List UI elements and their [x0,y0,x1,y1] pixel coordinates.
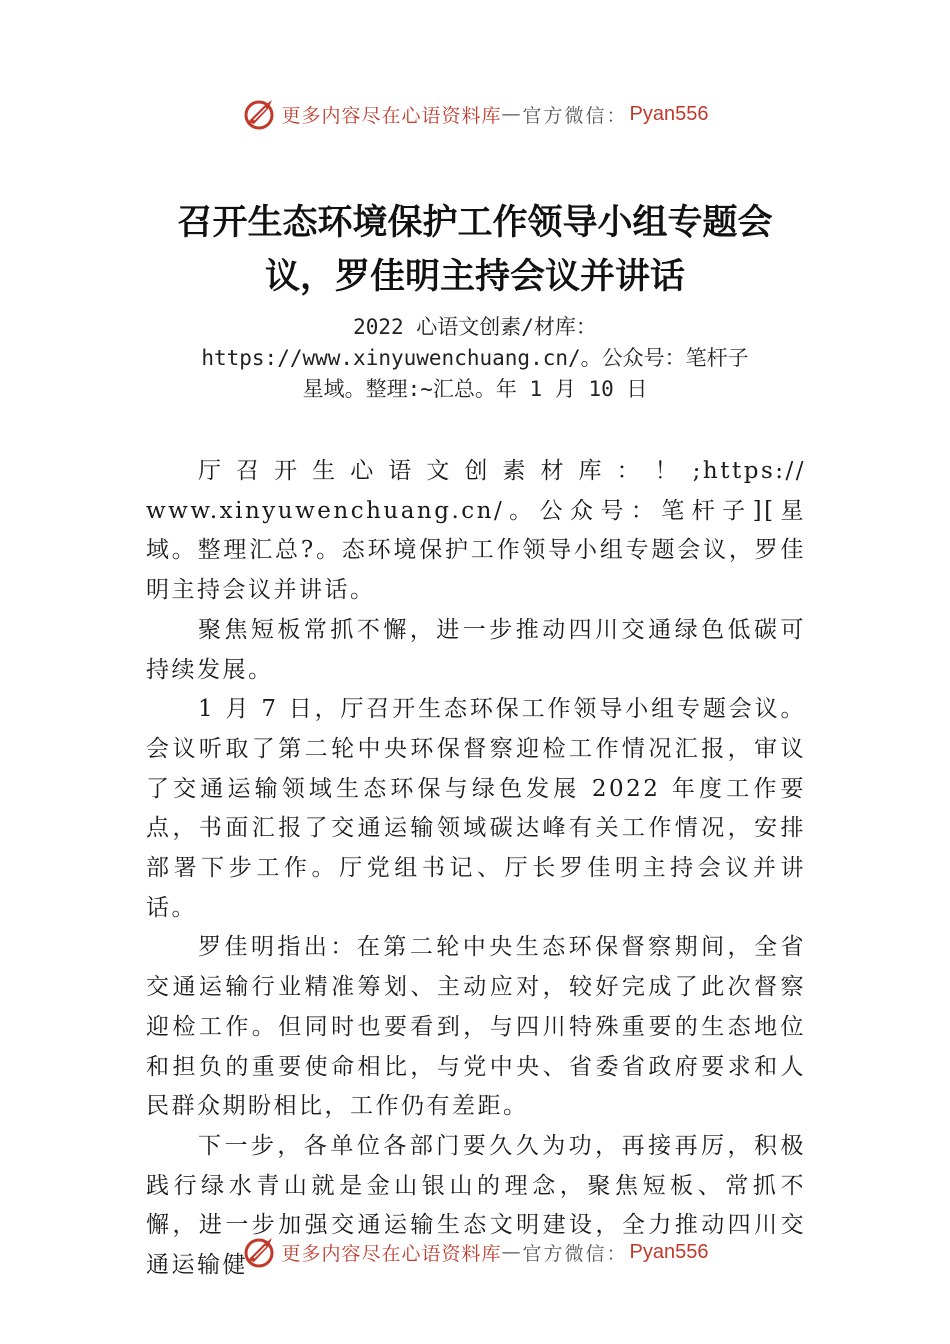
paragraph: 厅召开生心语文创素材库：！;https:// www.xinyuwenchuang.cn/。公众号：笔杆子][星域。整理汇总?。态环境保护工作领导小组专题会议，罗佳明主持会议并讲话。 [146,458,806,604]
banner-wechat-id: Pyan556 [629,1240,709,1263]
meta-line-2: https://www.xinyuwenchuang.cn/。公众号：笔杆子 [201,346,749,370]
banner-wechat-label: 官方微信： [522,1242,628,1265]
banner-wechat-label: 官方微信： [522,104,628,127]
banner-site-text: 更多内容尽在心语资料库 [281,104,502,127]
meta-line-1: 2022 心语文创素/材库： [353,315,597,339]
paragraph: 下一步，各单位各部门要久久为功，再接再厉，积极践行绿水青山就是金山银山的理念，聚焦短板、常抓不懈，进一步加强交通运输生态文明建设，全力推动四川交通运输健 [146,1132,806,1279]
document-body [146,452,806,1286]
paragraph: 1 月 7 日，厅召开生态环保工作领导小组专题会议。会议听取了第二轮中央环保督察迎检工作情况汇报，审议了交通运输领域生态环保与绿色发展 2022 年度工作要点，书面汇报了交通运输领域碳达峰有关工作情况，安排部署下步工作。厅党组书记、厅长罗佳明主持会议并讲话。 [146,696,806,921]
quill-pen-logo-icon [242,1234,278,1270]
title-line-1: 召开生态环境保护工作领导小组专题会 [177,203,773,243]
quill-pen-logo-icon [242,96,278,132]
footer-banner [0,1230,950,1274]
document-meta [150,312,800,405]
banner-site-text: 更多内容尽在心语资料库 [281,1242,502,1265]
paragraph: 罗佳明指出：在第二轮中央生态环保督察期间，全省交通运输行业精准筹划、主动应对，较好完成了此次督察迎检工作。但同时也要看到，与四川特殊重要的生态地位和担负的重要使命相比，与党中央、省委省政府要求和人民群众期盼相比，工作仍有差距。 [146,934,806,1120]
paragraph: 聚焦短板常抓不懈，进一步推动四川交通绿色低碳可持续发展。 [146,616,806,683]
header-banner [0,92,950,136]
document-title [140,196,810,304]
banner-dash: — [501,1241,523,1263]
banner-dash: — [501,103,523,125]
banner-wechat-id: Pyan556 [629,102,709,125]
meta-line-3: 星域。整理:~汇总。年 1 月 10 日 [302,377,648,401]
title-line-2: 议，罗佳明主持会议并讲话 [264,257,685,297]
